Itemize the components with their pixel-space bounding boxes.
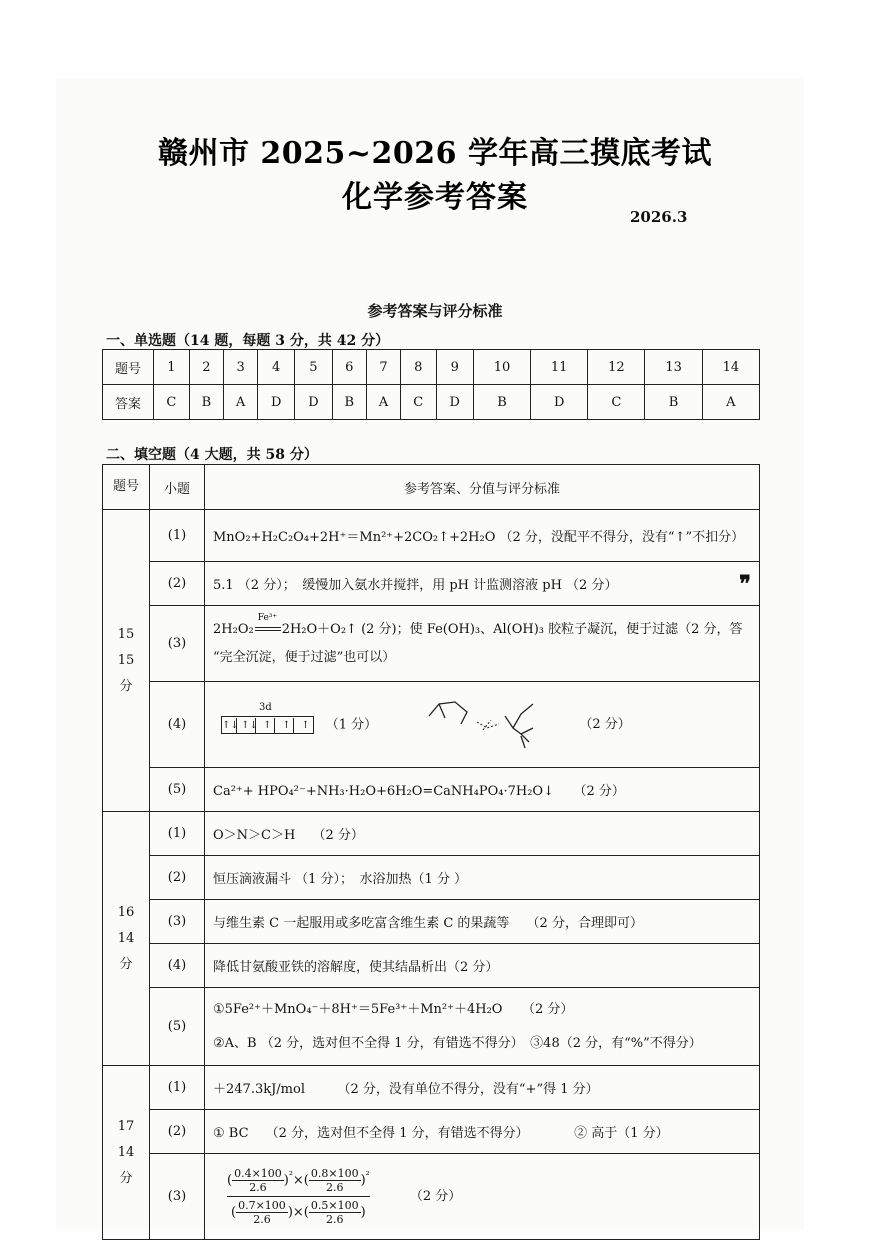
answer-cell [205,682,760,768]
table-row [103,988,760,1066]
answer-text: O＞N＞C＞H （2 分） [205,812,760,856]
fraction-denominator: 2.6 [325,1213,344,1226]
col-header-question: 题号 [103,465,150,510]
catalyst-arrow [254,612,282,644]
answer-cell [205,988,760,1066]
question-score: 14 [117,1144,135,1160]
mc-number: 4 [258,350,295,385]
table-row [103,944,760,988]
mc-answer: C [400,385,436,420]
mc-number: 8 [400,350,436,385]
question-number: 17 [117,1118,135,1134]
orbital-label: 3d [259,701,272,713]
table-row [103,900,760,944]
answer-text: ① BC （2 分，选对但不全得 1 分，有错选不得分） ② 高于（1 分） [205,1110,760,1154]
document-date: 2026.3 [630,208,688,226]
question-score-unit: 分 [119,956,133,972]
table-row [103,562,760,606]
answer-text: MnO₂+H₂C₂O₄+2H⁺＝Mn²⁺+2CO₂↑+2H₂O （2 分，没配平不得分，没有“↑”不扣分） [205,510,760,562]
score-text: （2 分） [409,1189,462,1204]
orbital-box: ↑ [279,718,294,734]
orbital-box: ↑↓ [241,718,256,734]
mc-number: 3 [224,350,258,385]
catalyst-label: Fe³⁺ [257,612,278,623]
table-row [103,856,760,900]
mc-number: 1 [154,350,190,385]
mc-number: 2 [189,350,223,385]
sub-number: (3) [150,1154,205,1240]
sub-number: (1) [150,812,205,856]
sub-number: (2) [150,856,205,900]
answer-cell [205,606,760,682]
table-row [103,1066,760,1110]
question-number-cell [103,812,150,1066]
section1-heading: 一、单选题（14 题，每题 3 分，共 42 分） [106,333,390,349]
equilibrium-expression: ( $\frac{0.4\times 100}{2.6}$ )$^{^2}$×( $\frac{0.8\times 100}{2.6}$ )$^{^2}$ ( $\frac{0.7\times 100}{2.6}$ )×( $\frac{0.5\times 100}{2.6}$ ) [227,1167,370,1226]
mc-answer-table [102,349,760,420]
mc-number: 10 [473,350,530,385]
mc-answer: D [295,385,332,420]
document-title: 赣州市 2025~2026 学年高三摸底考试 [157,136,713,171]
mc-answer: C [588,385,645,420]
mc-answer: D [436,385,473,420]
col-header-answer: 参考答案、分值与评分标准 [205,465,760,510]
quote-mark: ❞ [739,570,751,597]
mc-number: 14 [702,350,759,385]
orbital-diagram [221,702,322,734]
sub-number: (1) [150,510,205,562]
answer-text: 与维生素 C 一起服用或多吃富含维生素 C 的果蔬等 （2 分，合理即可） [205,900,760,944]
sub-number: (2) [150,1110,205,1154]
equation-reactant: 2H₂O₂ [213,621,254,637]
orbital-boxes [221,716,314,734]
times-sign: × [292,1205,304,1220]
answer-cell [205,1154,760,1240]
sub-number: (5) [150,768,205,812]
answer-text: 2H₂O＋O₂↑ (2 分)；使 Fe(OH)₃、Al(OH)₃ 胶粒子凝沉，便于过滤（2 分，答 [281,621,743,637]
question-score: 14 [117,930,135,946]
fraction-denominator: 2.6 [249,1181,267,1194]
sub-number: (4) [150,944,205,988]
mc-answer: A [702,385,759,420]
mc-answer: B [189,385,223,420]
sub-number: (4) [150,682,205,768]
sub-number: (5) [150,988,205,1066]
mc-answer: B [645,385,702,420]
mc-number: 11 [531,350,588,385]
mc-answer: A [367,385,401,420]
orbital-box: ↑ [260,718,275,734]
mc-number: 13 [645,350,702,385]
question-number: 15 [117,626,135,642]
table-row [103,606,760,682]
mc-number: 5 [295,350,332,385]
mc-answer: D [531,385,588,420]
answer-text: Ca²⁺+ HPO₄²⁻+NH₃·H₂O+6H₂O=CaNH₄PO₄·7H₂O↓ （2 分） [205,768,760,812]
col-header-sub: 小题 [150,465,205,510]
mc-answer: D [258,385,295,420]
mc-answer: C [154,385,190,420]
mc-answer: B [332,385,366,420]
fraction-numerator: 0.5×100 [310,1199,359,1212]
sub-number: (3) [150,900,205,944]
fraction-numerator: 0.7×100 [238,1199,286,1212]
mc-number: 6 [332,350,366,385]
mc-answer-row [103,385,760,420]
question-score-unit: 分 [119,1170,133,1186]
fraction-numerator: 0.4×100 [234,1167,282,1180]
orbital-box: ↑↓ [222,718,237,734]
mc-number: 7 [367,350,401,385]
answer-text: 降低甘氨酸亚铁的溶解度，使其结晶析出（2 分） [205,944,760,988]
fraction-denominator: 2.6 [253,1213,271,1226]
table-row [103,1110,760,1154]
table-row [103,510,760,562]
question-number-cell [103,510,150,812]
fill-answer-table [102,464,760,1240]
score-text: （1 分） [325,717,378,732]
question-score-unit: 分 [119,678,133,694]
mc-number: 9 [436,350,473,385]
table-row [103,768,760,812]
mc-row-label: 题号 [103,350,154,385]
table-row [103,812,760,856]
sub-number: (1) [150,1066,205,1110]
table-header-row [103,465,760,510]
sub-number: (3) [150,606,205,682]
answer-text: ②A、B （2 分，选对但不全得 1 分，有错选不得分） ③48（2 分，有“%”不得分） [213,1035,702,1051]
answer-cell [205,562,760,606]
table-row [103,1154,760,1240]
exponent: ² [288,1170,293,1182]
fraction-denominator: 2.6 [325,1181,344,1194]
section-title: 参考答案与评分标准 [367,302,503,320]
mc-answer: A [224,385,258,420]
answer-text: ①5Fe²⁺＋MnO₄⁻＋8H⁺＝5Fe³⁺＋Mn²⁺＋4H₂O （2 分） [213,1001,574,1017]
question-number: 16 [117,904,135,920]
document-subtitle: 化学参考答案 [342,180,528,215]
orbital-box: ↑ [301,719,310,731]
answer-text: ＋247.3kJ/mol （2 分，没有单位不得分，没有“+”得 1 分） [205,1066,760,1110]
answer-text: 恒压滴液漏斗 （1 分）； 水浴加热（1 分 ） [205,856,760,900]
mc-row-label: 答案 [103,385,154,420]
fraction-numerator: 0.8×100 [310,1167,359,1180]
sub-number: (2) [150,562,205,606]
answer-text: “完全沉淀，便于过滤”也可以） [213,649,396,665]
table-row [103,682,760,768]
exponent: ² [365,1170,370,1182]
score-text: （2 分） [579,717,631,732]
mc-answer: B [473,385,530,420]
times-sign: × [292,1173,304,1188]
section2-heading: 二、填空题（4 大题，共 58 分） [106,447,318,463]
mc-number-row [103,350,760,385]
mc-number: 12 [588,350,645,385]
question-score: 15 [117,652,135,668]
molecule-structure-sketch [421,694,551,756]
answer-text: 5.1 （2 分）； 缓慢加入氨水并搅拌，用 pH 计监测溶液 pH （2 分） [213,577,618,593]
question-number-cell [103,1066,150,1240]
